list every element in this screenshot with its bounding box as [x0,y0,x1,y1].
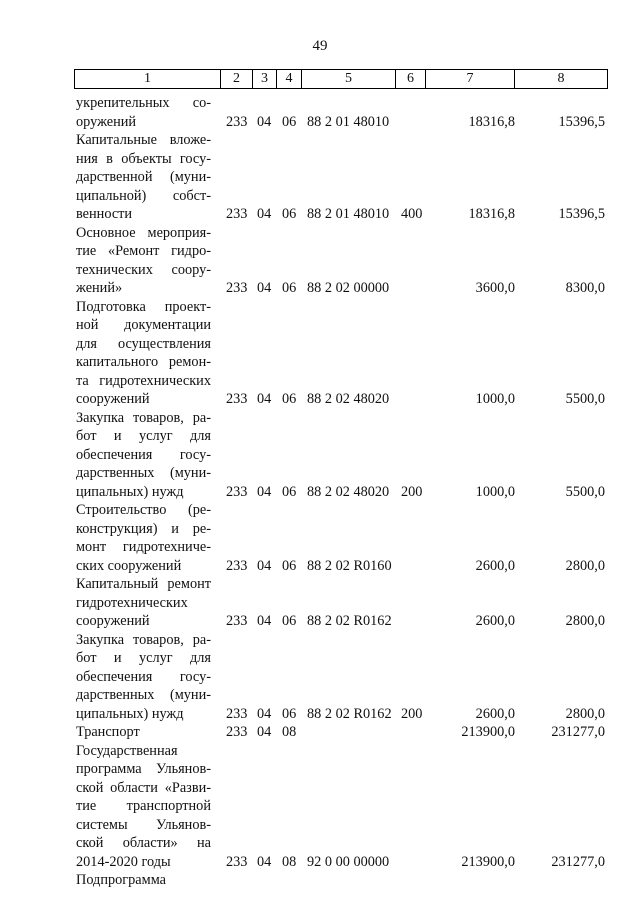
description-line: Строительство (ре- [76,502,211,518]
cell-col-5: 88 2 02 R0160 [307,557,392,574]
cell-col-8: 2800,0 [565,557,605,574]
header-col-3: 3 [253,70,277,88]
table-row [0,298,640,409]
cell-col-6: 200 [401,483,423,500]
cell-col-8: 2800,0 [565,705,605,722]
cell-col-4: 08 [282,724,297,740]
cell-col-7: 2600,0 [475,557,515,574]
cell-col-7: 18316,8 [468,206,515,222]
description-line: дарственных (муни- [76,465,211,481]
description-line: ских сооружений [76,557,182,574]
table-row [0,224,640,298]
row-description [76,742,211,872]
row-description [76,575,211,631]
table-header-row [74,69,608,89]
description-line: тие «Ремонт гидро- [76,243,211,259]
description-line: для осуществления [76,335,211,352]
description-line: системы Ульянов- [76,816,211,833]
header-col-6: 6 [396,70,426,88]
cell-col-7: 213900,0 [461,853,515,870]
cell-col-7: 3600,0 [475,280,515,296]
cell-col-6: 200 [401,705,423,722]
description-line: Транспорт [76,724,140,740]
header-col-5: 5 [302,70,396,88]
cell-col-4: 08 [282,853,297,870]
cell-col-8: 8300,0 [565,280,605,296]
cell-col-5: 88 2 01 48010 [307,206,390,222]
cell-col-2: 233 [226,705,248,722]
cell-col-5: 92 0 00 00000 [307,853,390,870]
cell-col-3: 04 [257,557,272,574]
row-description [76,871,211,890]
cell-col-3: 04 [257,113,272,130]
row-description [76,131,211,224]
table-row [0,131,640,224]
cell-col-2: 233 [226,280,248,296]
description-line: капитального ремон- [76,354,211,370]
row-description [76,723,211,742]
description-line: венности [76,206,133,222]
cell-col-4: 06 [282,613,297,629]
cell-col-8: 231277,0 [551,724,605,740]
description-line: ципальных) нужд [76,483,184,500]
row-description [76,501,211,575]
cell-col-4: 06 [282,557,297,574]
cell-col-2: 233 [226,391,248,407]
header-col-8: 8 [557,71,565,86]
description-line: ной документации [76,317,211,333]
description-line: Капитальный ремонт [76,576,211,592]
row-description [76,224,211,298]
table-row [0,871,640,890]
row-description [76,409,211,502]
cell-col-8: 5500,0 [565,391,605,407]
cell-col-8: 15396,5 [558,206,605,222]
cell-col-3: 04 [257,613,272,629]
description-line: Капитальные вложе- [76,132,211,148]
description-line: обеспечения госу- [76,446,211,463]
cell-col-2: 233 [226,483,248,500]
description-line: дарственной (муни- [76,169,211,185]
table-row [0,501,640,575]
description-line: Государственная [76,742,178,759]
table-row [0,631,640,724]
cell-col-8: 15396,5 [558,113,605,130]
description-line: бот и услуг для [76,428,211,444]
description-line: та гидротехнических [76,372,211,389]
row-description [76,94,211,131]
description-line: ципальной) собст- [76,187,211,204]
cell-col-3: 04 [257,483,272,500]
description-line: жений» [76,280,123,296]
cell-col-6: 400 [401,206,423,222]
description-line: программа Ульянов- [76,761,211,777]
description-line: гидротехнических [76,594,188,611]
cell-col-2: 233 [226,557,248,574]
cell-col-4: 06 [282,483,297,500]
cell-col-4: 06 [282,280,297,296]
description-line: Подготовка проект- [76,298,211,315]
description-line: бот и услуг для [76,650,211,666]
description-line: Закупка товаров, ра- [76,409,211,426]
description-line: дарственных (муни- [76,687,211,703]
row-description [76,298,211,409]
cell-col-7: 2600,0 [475,613,515,629]
table-row [0,723,640,742]
cell-col-8: 231277,0 [551,853,605,870]
table-row [0,409,640,502]
header-col-1: 1 [75,70,221,88]
description-line: ской области» на [76,835,211,851]
description-line: Подпрограмма [76,872,166,888]
cell-col-5: 88 2 02 48020 [307,483,390,500]
description-line: тие транспортной [76,798,211,814]
description-line: ния в объекты госу- [76,150,211,167]
table-row [0,742,640,872]
cell-col-3: 04 [257,206,272,222]
cell-col-3: 04 [257,853,272,870]
cell-col-4: 06 [282,705,297,722]
cell-col-5: 88 2 02 R0162 [307,705,392,722]
cell-col-3: 04 [257,391,272,407]
description-line: оружений [76,113,137,130]
description-line: сооружений [76,613,150,629]
cell-col-2: 233 [226,724,248,740]
description-line: ской области «Разви- [76,779,211,796]
cell-col-5: 88 2 02 48020 [307,391,390,407]
cell-col-7: 1000,0 [475,391,515,407]
page-number: 49 [312,38,328,54]
cell-col-3: 04 [257,705,272,722]
cell-col-8: 2800,0 [565,613,605,629]
cell-col-5: 88 2 02 R0162 [307,613,392,629]
description-line: монт гидротехниче- [76,539,211,555]
description-line: сооружений [76,391,150,407]
cell-col-2: 233 [226,113,248,130]
cell-col-3: 04 [257,280,272,296]
cell-col-4: 06 [282,391,297,407]
table-row [0,575,640,631]
cell-col-5: 88 2 01 48010 [307,113,390,130]
description-line: конструкция) и ре- [76,520,211,537]
description-line: укрепительных со- [76,95,211,111]
cell-col-7: 2600,0 [475,705,515,722]
cell-col-2: 233 [226,206,248,222]
cell-col-2: 233 [226,853,248,870]
cell-col-7: 1000,0 [475,483,515,500]
cell-col-7: 213900,0 [461,724,515,740]
row-description [76,631,211,724]
cell-col-4: 06 [282,206,297,222]
cell-col-3: 04 [257,724,272,740]
table-row [0,94,640,131]
cell-col-4: 06 [282,113,297,130]
description-line: Основное мероприя- [76,224,211,241]
cell-col-7: 18316,8 [468,113,515,130]
header-col-7: 7 [426,70,515,88]
cell-col-2: 233 [226,613,248,629]
cell-col-5: 88 2 02 00000 [307,280,390,296]
cell-col-8: 5500,0 [565,483,605,500]
description-line: Закупка товаров, ра- [76,631,211,648]
description-line: обеспечения госу- [76,668,211,685]
description-line: технических соору- [76,261,211,278]
description-line: ципальных) нужд [76,705,184,722]
description-line: 2014-2020 годы [76,853,171,870]
header-col-2: 2 [221,70,253,88]
header-col-4: 4 [277,70,302,88]
